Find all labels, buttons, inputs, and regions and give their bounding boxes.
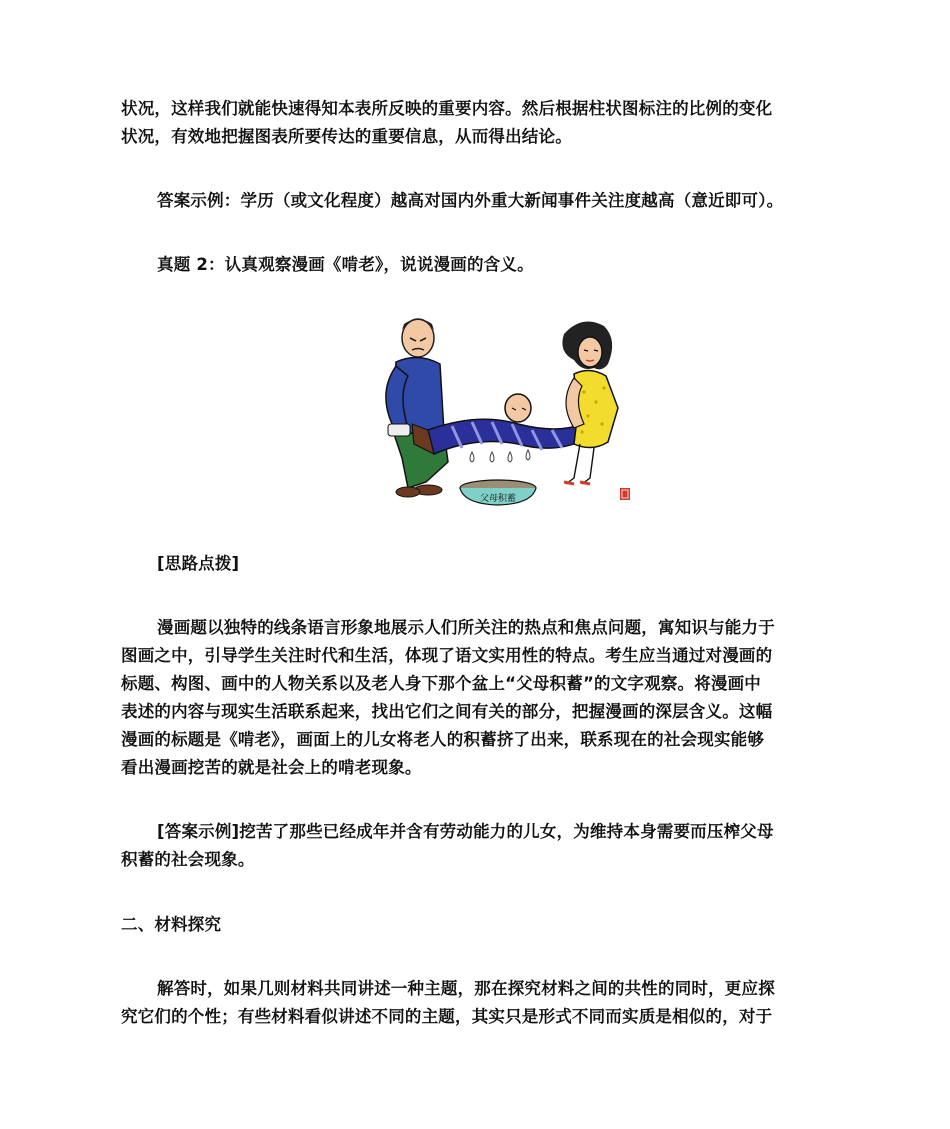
section-paragraph xyxy=(121,975,775,1031)
text-line: 状况，有效地把握图表所要传达的重要信息，从而得出结论。 xyxy=(121,127,572,146)
hint-heading: [思路点拨] xyxy=(157,554,240,573)
savings-basin xyxy=(460,480,536,505)
text-line: 积蓄的社会现象。 xyxy=(121,850,255,869)
cartoon-kenlao xyxy=(368,312,636,510)
text-line: 标题、构图、画中的人物关系以及老人身下那个盆上“父母积蓄”的文字观察。将漫画中 xyxy=(121,674,761,693)
text-line: 图画之中，引导学生关注时代和生活，体现了语文实用性的特点。考生应当通过对漫画的 xyxy=(121,646,773,665)
text-line: [答案示例]挖苦了那些已经成年并含有劳动能力的儿女，为维持本身需要而压榨父母 xyxy=(157,822,774,841)
text-line: 看出漫画挖苦的就是社会上的啃老现象。 xyxy=(121,758,422,777)
seal-stamp xyxy=(620,488,630,500)
daughter-figure xyxy=(562,322,618,485)
text-line: 漫画的标题是《啃老》，画面上的儿女将老人的积蓄挤了出来，联系现在的社会现实能够 xyxy=(121,730,765,749)
basin-label: 父母积蓄 xyxy=(479,494,517,504)
answer-example-1: 答案示例：学历（或文化程度）越高对国内外重大新闻事件关注度越高（意近即可）。 xyxy=(157,191,784,210)
drops xyxy=(470,450,530,462)
answer-example-2 xyxy=(121,818,774,874)
text-line: 表述的内容与现实生活联系起来，找出它们之间有关的部分，把握漫画的深层含义。这幅 xyxy=(121,702,773,721)
hint-paragraph xyxy=(121,614,775,782)
intro-paragraph xyxy=(121,95,772,151)
text-line: 漫画题以独特的线条语言形象地展示人们所关注的热点和焦点问题，寓知识与能力于 xyxy=(157,618,775,637)
text-line: 解答时，如果几则材料共同讲述一种主题，那在探究材料之间的共性的同时，更应探 xyxy=(157,979,775,998)
text-line: 状况，这样我们就能快速得知本表所反映的重要内容。然后根据柱状图标注的比例的变化 xyxy=(121,99,773,118)
section-heading: 二、材料探究 xyxy=(121,915,222,934)
text-line: 究它们的个性；有些材料看似讲述不同的主题，其实只是形式不同而实质是相似的，对于 xyxy=(121,1007,773,1026)
son-figure xyxy=(386,319,448,497)
question-2: 真题 2：认真观察漫画《啃老》，说说漫画的含义。 xyxy=(157,255,534,274)
